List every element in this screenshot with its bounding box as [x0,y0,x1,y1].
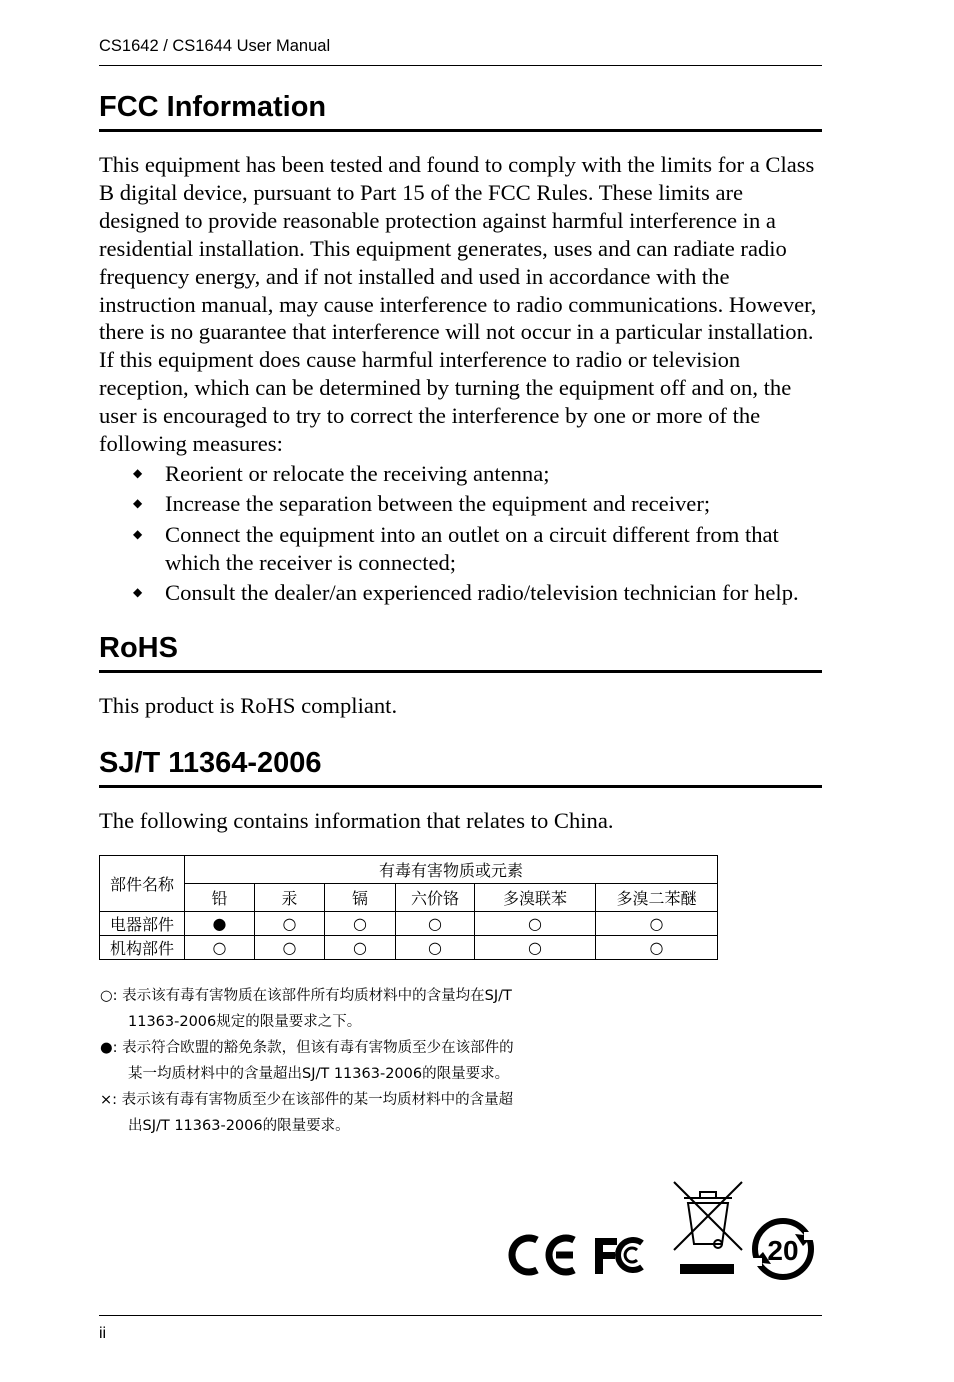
note-circle: ○: 表示该有毒有害物质在该部件所有均质材料中的含量均在SJ/T [100,988,512,1004]
efup-years-label: 20 [767,1235,799,1266]
filled-circle-icon: ● [100,1040,113,1056]
rohs-title: RoHS [99,631,822,673]
list-item: ◆ Connect the equipment into an outlet on a circuit different from that which the receiver is connected; [133,521,779,575]
sjt-title: SJ/T 11364-2006 [99,746,822,788]
sjt-intro: The following contains information that relates to China. [99,808,614,833]
cross-icon: × [100,1092,113,1108]
part-name-cell: 机构部件 [100,936,185,960]
ce-mark-icon [512,1238,574,1272]
substance-header: 汞 [255,884,325,912]
note-cross-continued: 出SJ/T 11363-2006的限量要求。 [128,1118,350,1134]
mark-cell: ○ [396,936,475,960]
substance-header: 镉 [325,884,396,912]
mark-cell: ● [185,912,255,936]
mark-cell: ○ [325,936,396,960]
footer-rule [99,1315,822,1316]
mark-cell: ○ [396,912,475,936]
note-cross: ×: 表示该有毒有害物质至少在该部件的某一均质材料中的含量超 [100,1092,514,1108]
note-circle-continued: 11363-2006规定的限量要求之下。 [128,1014,362,1030]
substance-group-header: 有毒有害物质或元素 [185,856,718,884]
page-number: ii [99,1325,107,1342]
substance-header: 六价铬 [396,884,475,912]
substance-header: 铅 [185,884,255,912]
mark-cell: ○ [325,912,396,936]
mark-cell: ○ [255,912,325,936]
diamond-bullet-icon: ◆ [133,466,143,480]
list-item: ◆ Reorient or relocate the receiving antenna; [133,461,550,486]
diamond-bullet-icon: ◆ [133,585,143,600]
mark-cell: ○ [596,936,718,960]
substance-header: 多溴二苯醚 [596,884,718,912]
substance-header: 多溴联苯 [475,884,596,912]
efup-20-icon [752,1221,814,1277]
part-name-header: 部件名称 [100,856,185,912]
weee-bin-icon [674,1182,742,1274]
fcc-title: FCC Information [99,90,822,132]
fcc-mark-icon [595,1238,642,1274]
part-name-cell: 电器部件 [100,912,185,936]
list-item: ◆ Increase the separation between the equipment and receiver; [133,491,711,517]
mark-cell: ○ [475,936,596,960]
running-header: CS1642 / CS1644 User Manual [99,37,822,66]
fcc-paragraph: This equipment has been tested and found to comply with the limits for a Class B digital device, pursuant to Part 15 of the FCC Rules. These limits are designed to provide reasonable protection against harmful interference in a residential installation. This equipment generates, uses and can radiate radio frequency energy, and if not installed and used in accordance with the instruction manual, may cause interference to radio communications. However, there is no guarantee that interference will not occur in a particular installation. If this equipment does cause harmful interference to radio or television reception, which can be determined by turning the equipment off and on, the user is encouraged to try to correct the interference by one or more of the following measures: [99,152,817,457]
circle-icon: ○ [100,988,113,1004]
diamond-bullet-icon: ◆ [133,496,143,511]
diamond-bullet-icon: ◆ [133,526,143,541]
mark-cell: ○ [596,912,718,936]
note-dot-continued: 某一均质材料中的含量超出SJ/T 11363-2006的限量要求。 [128,1066,510,1082]
rohs-text: This product is RoHS compliant. [99,693,398,718]
mark-cell: ○ [185,936,255,960]
note-dot: ●: 表示符合欧盟的豁免条款，但该有毒有害物质至少在该部件的 [100,1040,514,1056]
mark-cell: ○ [475,912,596,936]
mark-cell: ○ [255,936,325,960]
list-item: ◆ Consult the dealer/an experienced radio/television technician for help. [133,580,799,606]
